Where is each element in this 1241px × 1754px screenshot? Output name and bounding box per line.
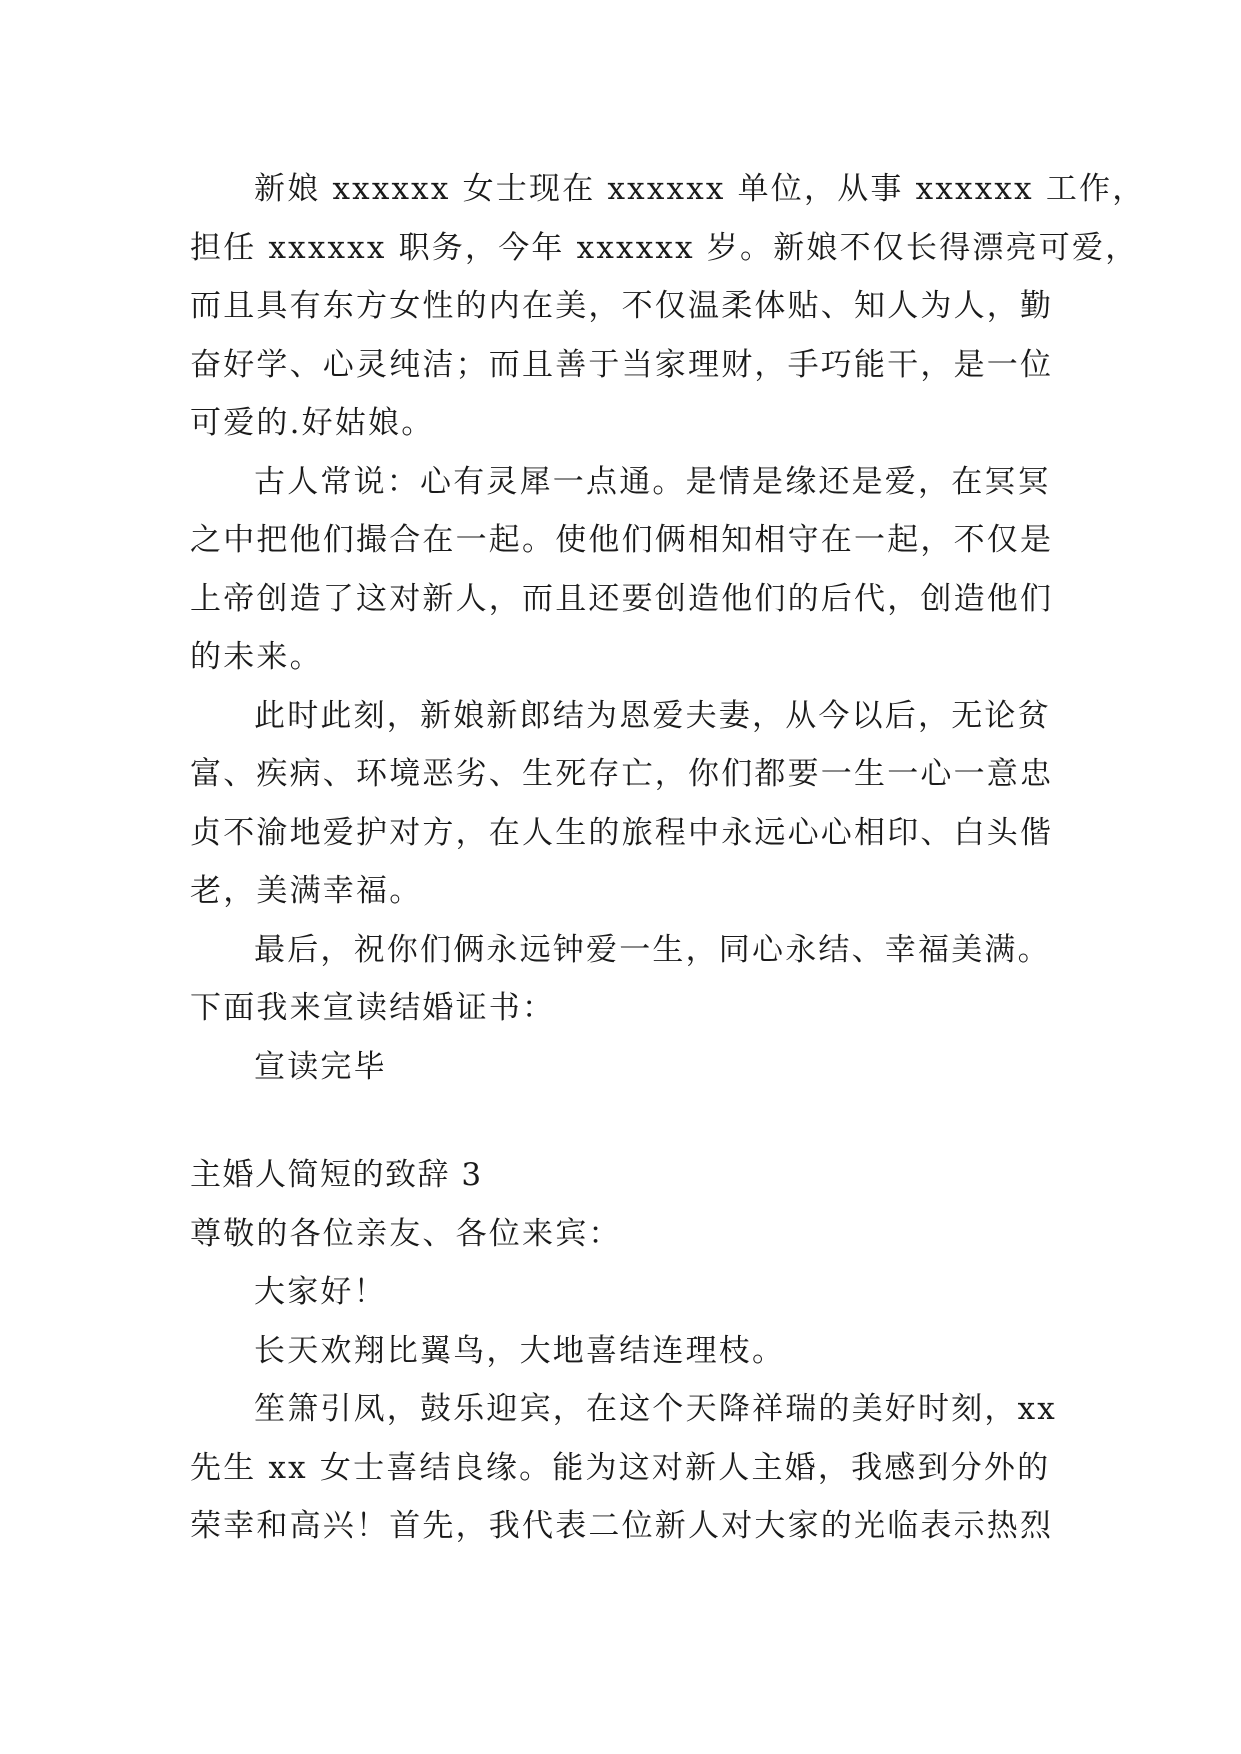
text-line: 最后，祝你们俩永远钟爱一生，同心永结、幸福美满。 (254, 931, 1051, 968)
text-line: 可爱的.好姑娘。 (190, 405, 435, 441)
paragraph-welcome (190, 1380, 1060, 1556)
paragraph-blessing (190, 921, 1060, 1038)
text-line: 而且具有东方女性的内在美，不仅温柔体贴、知人为人，勤 (190, 288, 1054, 324)
text-line: 古人常说：心有灵犀一点通。是情是缘还是爱，在冥冥 (254, 463, 1051, 500)
text-line: 贞不渝地爱护对方，在人生的旅程中永远心心相印、白头偕 (190, 814, 1054, 851)
text-line: 担任 xxxxxx 职务，今年 xxxxxx 岁。新娘不仅长得漂亮可爱， (190, 229, 1139, 266)
text-line: 下面我来宣读结婚证书： (190, 990, 556, 1026)
salutation: 尊敬的各位亲友、各位来宾： (190, 1215, 622, 1252)
text-line: 老，美满幸福。 (190, 873, 423, 909)
paragraph-vows (190, 687, 1060, 921)
paragraph-reading-done: 宣读完毕 (254, 1048, 387, 1085)
section-title: 主婚人简短的致辞 3 (190, 1157, 483, 1193)
text-line: 奋好学、心灵纯洁；而且善于当家理财，手巧能干，是一位 (190, 346, 1054, 383)
text-line: 的未来。 (190, 639, 323, 675)
text-line: 先生 xx 女士喜结良缘。能为这对新人主婚，我感到分外的 (190, 1449, 1051, 1486)
text-line: 富、疾病、环境恶劣、生死存亡，你们都要一生一心一意忠 (190, 756, 1054, 792)
text-line: 之中把他们撮合在一起。使他们俩相知相守在一起，不仅是 (190, 522, 1054, 558)
text-line: 笙箫引凤，鼓乐迎宾，在这个天降祥瑞的美好时刻，xx (254, 1391, 1057, 1427)
paragraph-ancient-saying (190, 453, 1060, 687)
text-line: 此时此刻，新娘新郎结为恩爱夫妻，从今以后，无论贫 (254, 697, 1051, 734)
text-line: 新娘 xxxxxx 女士现在 xxxxxx 单位，从事 xxxxxx 工作， (254, 171, 1146, 207)
couplet: 长天欢翔比翼鸟，大地喜结连理枝。 (254, 1332, 786, 1369)
section-gap (190, 1096, 1060, 1146)
paragraph-bride-intro (190, 160, 1146, 453)
greeting: 大家好！ (254, 1274, 387, 1310)
text-line: 荣幸和高兴！首先，我代表二位新人对大家的光临表示热烈 (190, 1508, 1054, 1544)
document-body (190, 160, 1146, 1556)
text-line: 上帝创造了这对新人，而且还要创造他们的后代，创造他们 (190, 580, 1054, 617)
